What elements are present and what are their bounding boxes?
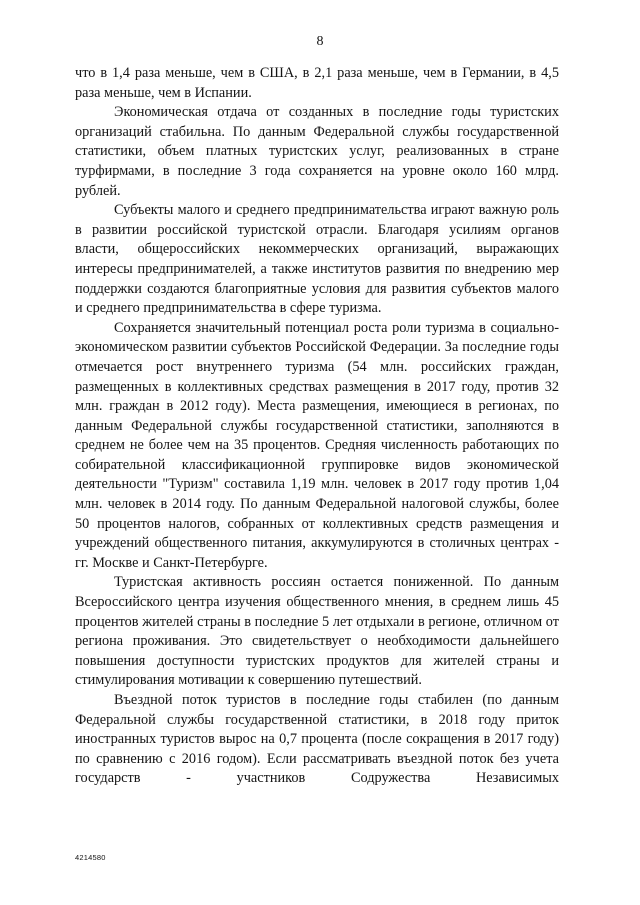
paragraph-tourist-activity: Туристская активность россиян остается пониженной. По данным Всероссийского центра изучения общественного мнения, в среднем лишь 45 процентов жителей страны в последние 5 лет отдыхали в регионе, отличном от региона проживания. Это свидетельствует о необходимости дальнейшего повышения доступности туристских продуктов для жителей страны и стимулирования мотивации к совершению путешествий. xyxy=(75,574,559,689)
page-number: 8 xyxy=(316,34,324,49)
paragraph-continuation: что в 1,4 раза меньше, чем в США, в 2,1 раза меньше, чем в Германии, в 4,5 раза меньше, чем в Испании. xyxy=(75,65,559,101)
document-body xyxy=(75,64,559,789)
document-code: 4214580 xyxy=(75,853,106,862)
paragraph-small-business: Субъекты малого и среднего предпринимательства играют важную роль в развитии российской туристской отрасли. Благодаря усилиям органов власти, общероссийских некоммерческих организаций, выражающих интересы предпринимателей, а также институтов развития по внедрению мер поддержки создаются благоприятные условия для развития субъектов малого и среднего предпринимательства в сфере туризма. xyxy=(75,202,559,317)
paragraph-growth-potential: Сохраняется значительный потенциал роста роли туризма в социально-экономическом развитии субъектов Российской Федерации. За последние годы отмечается рост внутреннего туризма (54 млн. российских граждан, размещенных в коллективных средствах размещения в 2017 году, против 32 млн. граждан в 2012 году). Места размещения, имеющиеся в регионах, по данным Федеральной службы государственной статистики, заполняются в среднем не более чем на 35 процентов. Средняя численность работающих по собирательной классификационной группировке видов экономической деятельности "Туризм" составила 1,19 млн. человек в 2017 году против 1,04 млн. человек в 2014 году. По данным Федеральной налоговой службы, более 50 процентов налогов, собранных от коллективных средств размещения и учреждений общественного питания, аккумулируются в столичных центрах - гг. Москве и Санкт-Петербурге. xyxy=(75,319,559,571)
paragraph-economic-return: Экономическая отдача от созданных в последние годы туристских организаций стабильна. По данным Федеральной службы государственной статистики, объем платных туристских услуг, реализованных в стране турфирмами, в последние 3 года сохраняется на уровне около 160 млрд. рублей. xyxy=(75,104,559,199)
paragraph-inbound-flow: Въездной поток туристов в последние годы стабилен (по данным Федеральной службы государственной статистики, в 2018 году приток иностранных туристов вырос на 0,7 процента (после сокращения в 2017 году) по сравнению с 2016 годом). Если рассматривать въездной поток без учета государств - участников Содружества Независимых xyxy=(75,692,559,787)
